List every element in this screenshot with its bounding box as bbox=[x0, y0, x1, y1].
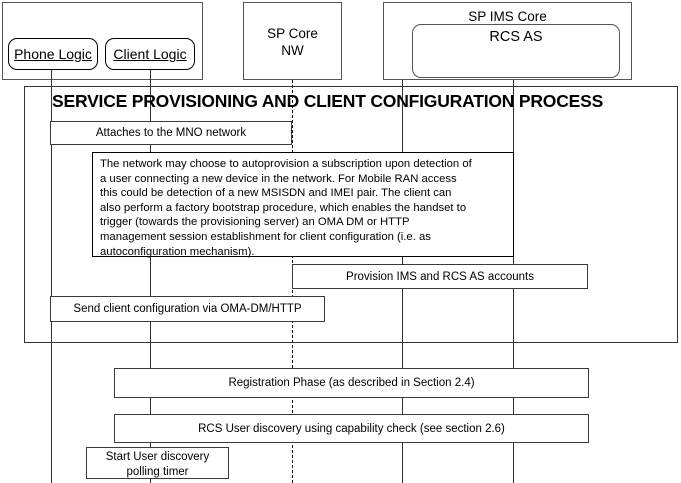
actor-rcs-as-label: RCS AS bbox=[489, 29, 543, 45]
note-line-7: autoconfiguration mechanism). bbox=[100, 245, 255, 258]
message-send-client-configuration[interactable] bbox=[50, 296, 325, 322]
message-provision-ims-rcs-accounts[interactable] bbox=[292, 264, 588, 289]
process-frame-title: SERVICE PROVISIONING AND CLIENT CONFIGURATION PROCESS bbox=[52, 91, 604, 111]
note-line-4: also perform a factory bootstrap procedure, which enables the handset to bbox=[100, 201, 467, 214]
actor-phone-logic[interactable] bbox=[8, 38, 98, 70]
note-line-6: management session establishment for client configuration (i.e. as bbox=[100, 230, 431, 243]
actor-sp-core-nw-label-line2: NW bbox=[281, 43, 304, 58]
note-line-3: this could be detection of a new MSISDN and IMEI pair. The client can bbox=[100, 187, 452, 200]
actor-phone-logic-label: Phone Logic bbox=[14, 46, 92, 62]
actor-rcs-as[interactable] bbox=[412, 24, 620, 78]
note-line-5: trigger (towards the provisioning server) an OMA DM or HTTP bbox=[100, 216, 410, 229]
polling-timer-line-1: Start User discovery bbox=[105, 451, 210, 463]
actor-sp-core-nw[interactable] bbox=[243, 2, 342, 80]
note-autoprovision bbox=[92, 152, 514, 257]
message-rcs-user-discovery-label: RCS User discovery using capability check (see section 2.6) bbox=[198, 422, 505, 435]
message-attaches-to-mno-network[interactable] bbox=[50, 121, 292, 145]
actor-client-logic-label: Client Logic bbox=[113, 46, 187, 62]
message-rcs-user-discovery[interactable] bbox=[114, 414, 589, 443]
note-line-2: a user connecting a new device in the network. For Mobile RAN access bbox=[100, 172, 457, 185]
polling-timer-line-2: polling timer bbox=[126, 465, 189, 478]
message-send-client-configuration-label: Send client configuration via OMA-DM/HTTP bbox=[73, 303, 302, 315]
message-registration-phase-label: Registration Phase (as described in Section 2.4) bbox=[228, 377, 475, 389]
actor-client-logic[interactable] bbox=[105, 38, 195, 70]
note-line-1: The network may choose to autoprovision a subscription upon detection of bbox=[100, 158, 472, 170]
actor-sp-ims-core-label: SP IMS Core bbox=[468, 9, 547, 24]
message-registration-phase[interactable] bbox=[114, 368, 589, 398]
message-attaches-to-mno-network-label: Attaches to the MNO network bbox=[95, 127, 247, 139]
message-provision-ims-rcs-accounts-label: Provision IMS and RCS AS accounts bbox=[346, 270, 534, 283]
message-start-user-discovery-polling-timer[interactable] bbox=[86, 447, 229, 479]
actor-sp-core-nw-label-line1: SP Core bbox=[267, 26, 318, 41]
